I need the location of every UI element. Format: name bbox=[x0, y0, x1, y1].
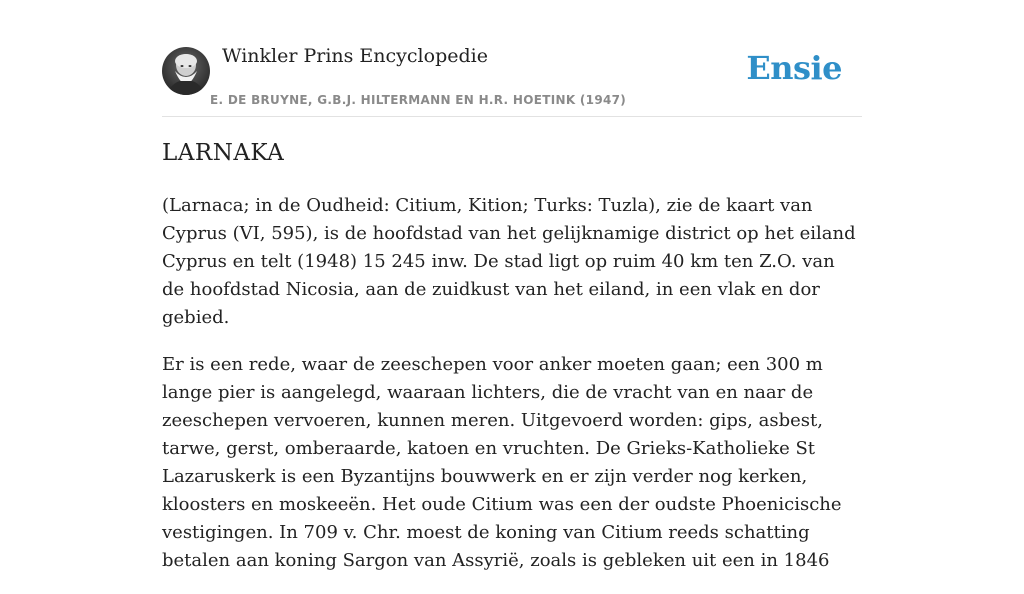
article-title: LARNAKA bbox=[162, 140, 285, 166]
article-paragraph: (Larnaca; in de Oudheid: Citium, Kition; Turks: Tuzla), zie de kaart van Cyprus (VI, 595), is de hoofdstad van het gelijknamige district op het eiland Cyprus en telt (1948) 15 245 inw. De stad ligt op ruim 40 km ten Z.O. van de hoofdstad Nicosia, aan de zuidkust van het eiland, in een vlak en dor gebied. bbox=[162, 195, 856, 328]
site-header bbox=[162, 0, 862, 117]
page bbox=[162, 0, 862, 571]
site-title[interactable]: Winkler Prins Encyclopedie bbox=[222, 45, 488, 67]
avatar[interactable] bbox=[162, 47, 210, 95]
brand-logo[interactable]: Ensie bbox=[746, 49, 842, 87]
article-paragraph: Er is een rede, waar de zeeschepen voor anker moeten gaan; een 300 m lange pier is aangelegd, waaraan lichters, die de vracht van en naar de zeeschepen vervoeren, kunnen meren. Uitgevoerd worden: gips, asbest, tarwe, gerst, omberaarde, katoen en vruchten. De Grieks-Katholieke St Lazaruskerk is een Byzantijns bouwwerk en er zijn verder nog kerken, kloosters en moskeeën. Het oude Citium was een der oudste Phoenicische vestigingen. In 709 v. Chr. moest de koning van Citium reeds schatting betalen aan koning Sargon van Assyrië, zoals is gebleken uit een in 1846 bbox=[162, 354, 842, 571]
authors-line: E. DE BRUYNE, G.B.J. HILTERMANN EN H.R. HOETINK (1947) bbox=[210, 93, 627, 107]
article-body bbox=[162, 192, 862, 594]
author-portrait-icon bbox=[162, 47, 210, 95]
